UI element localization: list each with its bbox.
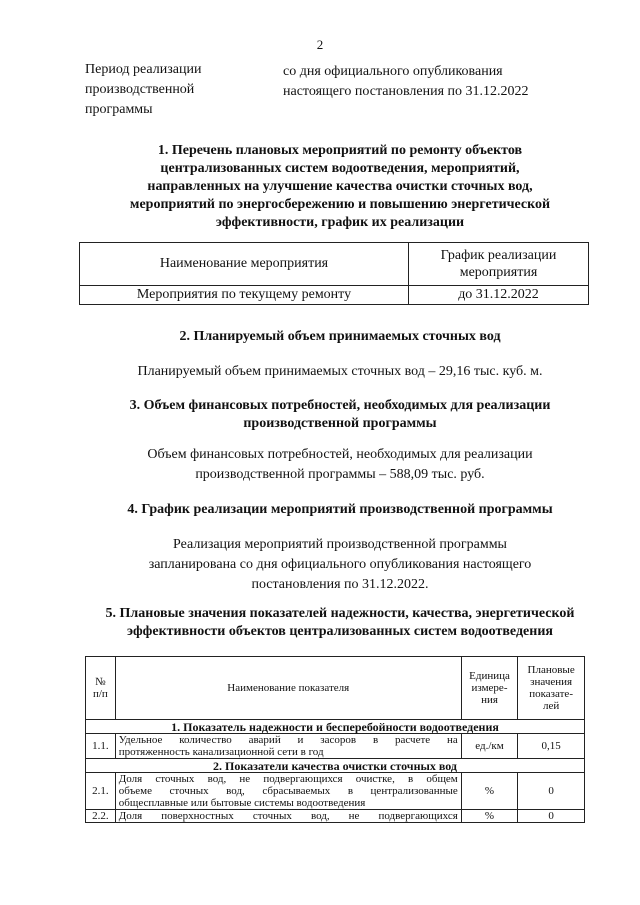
cell-name [115,773,461,810]
period-value [283,62,583,102]
name-line: протяженность канализационной сети в год [118,746,324,758]
section4-title: 4. График реализации мероприятий производственной программы [127,502,553,517]
name-line: объеме сточных вод, сбрасываемых в централизованные [118,785,458,797]
name-line: общесплавные или бытовые системы водоотведения [118,797,366,809]
header-line: значения [530,676,573,688]
section5-title [70,605,610,641]
cell-num: 2.2. [86,810,116,823]
table-row [80,286,589,305]
title-line: 3. Объем финансовых потребностей, необходимых для реализации [129,398,551,413]
period-label-line: Период реализации [85,62,202,77]
header-schedule: График реализации мероприятия [409,243,589,286]
table-header-row [86,657,585,720]
header-activity: Наименование мероприятия [80,243,409,286]
header-line: ния [481,694,498,706]
text-line: Реализация мероприятий производственной программы [173,537,507,552]
period-label-line: программы [85,102,153,117]
cell-num: 1.1. [86,734,116,759]
cell-name [115,734,461,759]
table-row [86,810,585,823]
table-row [86,734,585,759]
group-quality: 2. Показатели качества очистки сточных вод [86,759,585,773]
header-unit [461,657,517,720]
cell-activity: Мероприятия по текущему ремонту [80,286,409,305]
text-line: производственной программы – 588,09 тыс. руб. [195,467,485,482]
cell-num: 2.1. [86,773,116,810]
period-value-line: настоящего постановления по 31.12.2022 [283,84,529,99]
header-line: Единица [469,670,510,682]
cell-unit: % [461,810,517,823]
section1-title [85,142,595,232]
cell-value: 0 [518,810,585,823]
header-line: № [95,676,106,688]
period-value-line: со дня официального опубликования [283,64,503,79]
cell-unit: % [461,773,517,810]
header-line: измере- [471,682,508,694]
text-line: запланирована со дня официального опубликования настоящего [148,557,532,572]
table-header-row [80,243,589,286]
group-row [86,720,585,734]
section2-title: 2. Планируемый объем принимаемых сточных вод [179,329,501,344]
section3-text [85,445,595,485]
header-line: п/п [92,688,108,700]
title-line: мероприятий по энергосбережению и повышению энергетической [129,197,551,212]
name-line: Удельное количество аварий и засоров в расчете на [118,734,458,746]
header-num [86,657,116,720]
cell-schedule: до 31.12.2022 [409,286,589,305]
name-line: Доля сточных вод, не подвергающихся очистке, в общем [118,773,458,785]
section4-text [85,535,595,595]
title-line: централизованных систем водоотведения, мероприятий, [160,161,520,176]
title-line: эффективности, график их реализации [215,215,465,230]
title-line: 5. Плановые значения показателей надежности, качества, энергетической [105,606,575,621]
header-name: Наименование показателя [115,657,461,720]
period-label-line: производственной [85,82,195,97]
header-plan [518,657,585,720]
table-row [86,773,585,810]
name-line: Доля поверхностных сточных вод, не подвергающихся [118,810,458,822]
cell-unit: ед./км [461,734,517,759]
title-line: эффективности объектов централизованных систем водоотведения [127,624,553,639]
group-row [86,759,585,773]
title-line: производственной программы [243,416,437,431]
header-line: лей [542,700,560,712]
group-reliability: 1. Показатель надежности и бесперебойности водоотведения [86,720,585,734]
cell-value: 0 [518,773,585,810]
page-number: 2 [316,37,324,52]
header-line: показате- [529,688,573,700]
activities-table [79,242,589,305]
header-line: Плановые [527,664,575,676]
title-line: 1. Перечень плановых мероприятий по ремонту объектов [157,143,523,158]
period-label [85,60,265,120]
text-line: постановления по 31.12.2022. [251,577,429,592]
section3-title [85,397,595,433]
title-line: направленных на улучшение качества очистки сточных вод, [147,179,533,194]
text-line: Объем финансовых потребностей, необходимых для реализации [147,447,533,462]
indicators-table [85,656,585,823]
section2-text: Планируемый объем принимаемых сточных вод – 29,16 тыс. куб. м. [137,364,543,379]
cell-name [115,810,461,823]
cell-value: 0,15 [518,734,585,759]
